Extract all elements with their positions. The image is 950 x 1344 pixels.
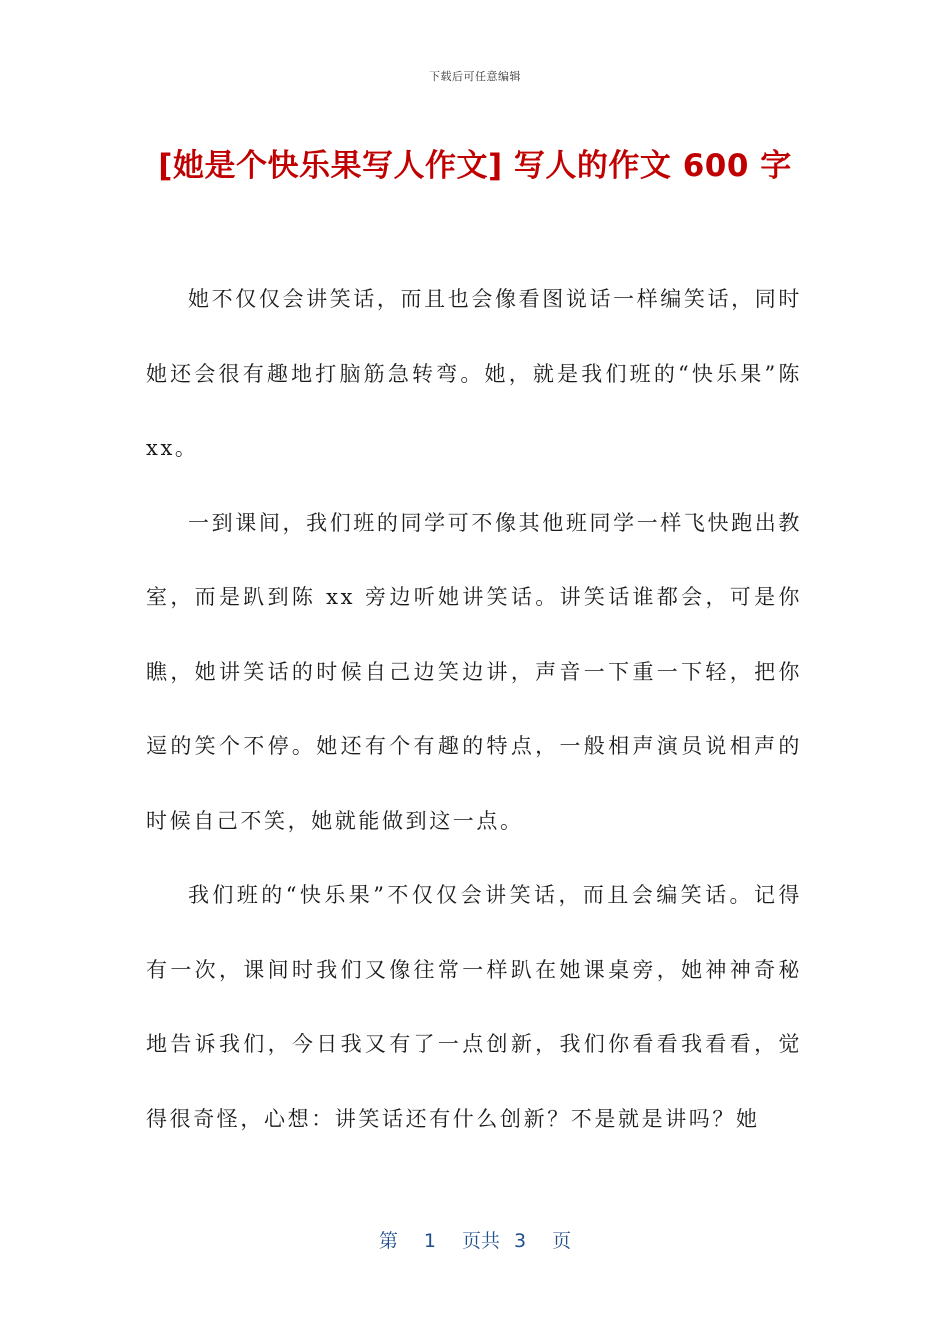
download-note: 下载后可任意编辑 xyxy=(429,70,521,83)
footer-total-pages: 3 xyxy=(514,1230,527,1252)
document-title: [她是个快乐果写人作文] 写人的作文 600 字 xyxy=(158,148,792,184)
paragraph-3: 我们班的“快乐果”不仅仅会讲笑话，而且会编笑话。记得有一次，课间时我们又像往常一样趴在她课桌旁，她神神奇秘地告诉我们，今日我又有了一点创新，我们你看看我看看，觉得很奇怪，心想：讲笑话还有什么创新？不是就是讲吗？她 xyxy=(146,883,802,1131)
paragraph-1: 她不仅仅会讲笑话，而且也会像看图说话一样编笑话，同时她还会很有趣地打脑筋急转弯。她，就是我们班的“快乐果”陈 xx。 xyxy=(146,287,802,460)
document-body xyxy=(146,262,802,1156)
footer-suffix: 页 xyxy=(552,1230,572,1252)
footer-current-page: 1 xyxy=(423,1230,436,1252)
paragraph-2: 一到课间，我们班的同学可不像其他班同学一样飞快跑出教室，而是趴到陈 xx 旁边听她讲笑话。讲笑话谁都会，可是你瞧，她讲笑话的时候自己边笑边讲，声音一下重一下轻，把你逗的笑个不停。她还有个有趣的特点，一般相声演员说相声的时候自己不笑，她就能做到这一点。 xyxy=(146,510,802,833)
page-footer xyxy=(0,1226,950,1253)
footer-middle: 页共 xyxy=(461,1230,500,1252)
footer-prefix: 第 xyxy=(378,1230,398,1252)
